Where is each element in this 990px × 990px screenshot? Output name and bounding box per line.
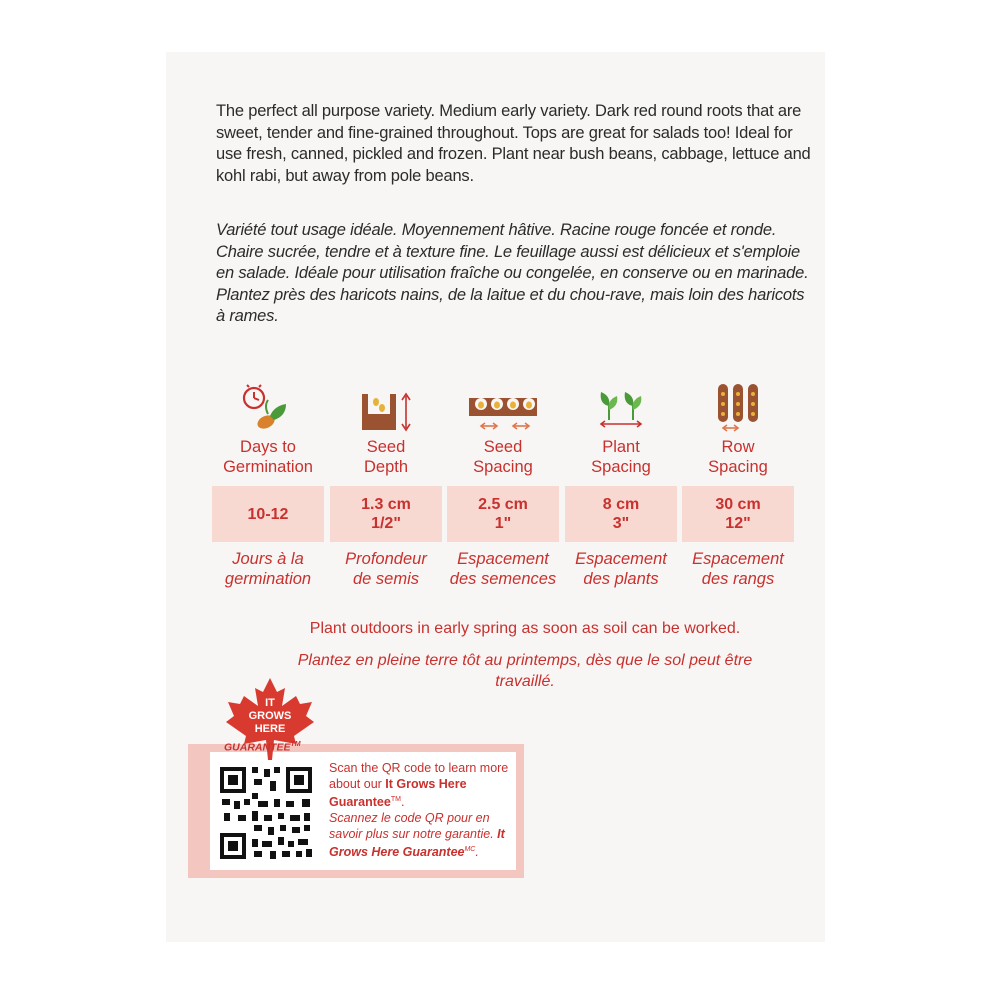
seed-spacing-icon [445, 380, 561, 432]
value-cell-row-spacing: 30 cm 12" [682, 486, 794, 542]
qr-code-icon[interactable] [218, 765, 314, 861]
logo-line-here: HERE [254, 723, 286, 735]
french-label-row-spacing: Espacement des rangs [692, 550, 784, 588]
logo-line-grows: GROWS [248, 710, 292, 722]
value-cell-plant-spacing: 8 cm 3" [565, 486, 677, 542]
column-label: Plant Spacing [591, 438, 651, 476]
column-label: Row Spacing [708, 438, 768, 476]
row-spacing-icon [680, 380, 796, 432]
seed-depth-icon [328, 380, 444, 432]
qr-instructions [329, 760, 509, 860]
qr-instructions-french: Scannez le code QR pour en savoir plus sur notre garantie. It Grows Here Guarantee$^{MC}$. [329, 811, 505, 860]
growing-column-plant-spacing [563, 380, 679, 477]
clock-sprout-icon [210, 380, 326, 432]
growing-column-depth [328, 380, 444, 477]
column-label: Days to Germination [223, 438, 313, 476]
french-label-seed-spacing: Espacement des semences [449, 550, 557, 588]
french-label-plant-spacing: Espacement des plants [575, 550, 667, 588]
value-cell-seed-spacing: 2.5 cm 1" [447, 486, 559, 542]
guarantee-wordmark: GUARANTEE™ [224, 741, 301, 754]
planting-note-french: Plantez en pleine terre tôt au printemps, dès que le sol peut être travaillé. [297, 652, 753, 690]
description-english: The perfect all purpose variety. Medium early variety. Dark red round roots that are sweet, tender and fine-grained throughout. Tops are great for salads too! Ideal for use fresh, canned, pickled and frozen. Plant near bush beans, cabbage, lettuce and kohl rabi, but away from pole beans. [216, 102, 811, 185]
column-label: Seed Depth [363, 438, 409, 476]
column-label: Seed Spacing [473, 438, 533, 476]
growing-column-germination [210, 380, 326, 477]
plant-spacing-icon [563, 380, 679, 432]
qr-instructions-english: Scan the QR code to learn more about our It Grows Here Guarantee™. [329, 761, 509, 810]
french-label-depth: Profondeur de semis [345, 550, 427, 588]
planting-note-english: Plant outdoors in early spring as soon as soil can be worked. [309, 620, 741, 637]
value-cell-germination: 10-12 [212, 486, 324, 542]
growing-column-seed-spacing [445, 380, 561, 477]
value-cell-depth: 1.3 cm 1/2" [330, 486, 442, 542]
growing-column-row-spacing [680, 380, 796, 477]
description-french: Variété tout usage idéale. Moyennement hâtive. Racine rouge foncée et ronde. Chaire sucrée, tendre et à texture fine. Le feuillage aussi est délicieux et s'emploie en salade. Idéale pour utilisation fraîche ou congelée, en conserve ou en marinade. Plantez près des haricots nains, de la laitue et du chou-rave, mais loin des haricots à rames. [216, 221, 809, 325]
french-label-germination: Jours à la germination [224, 550, 312, 588]
logo-line-it: IT [265, 697, 275, 709]
